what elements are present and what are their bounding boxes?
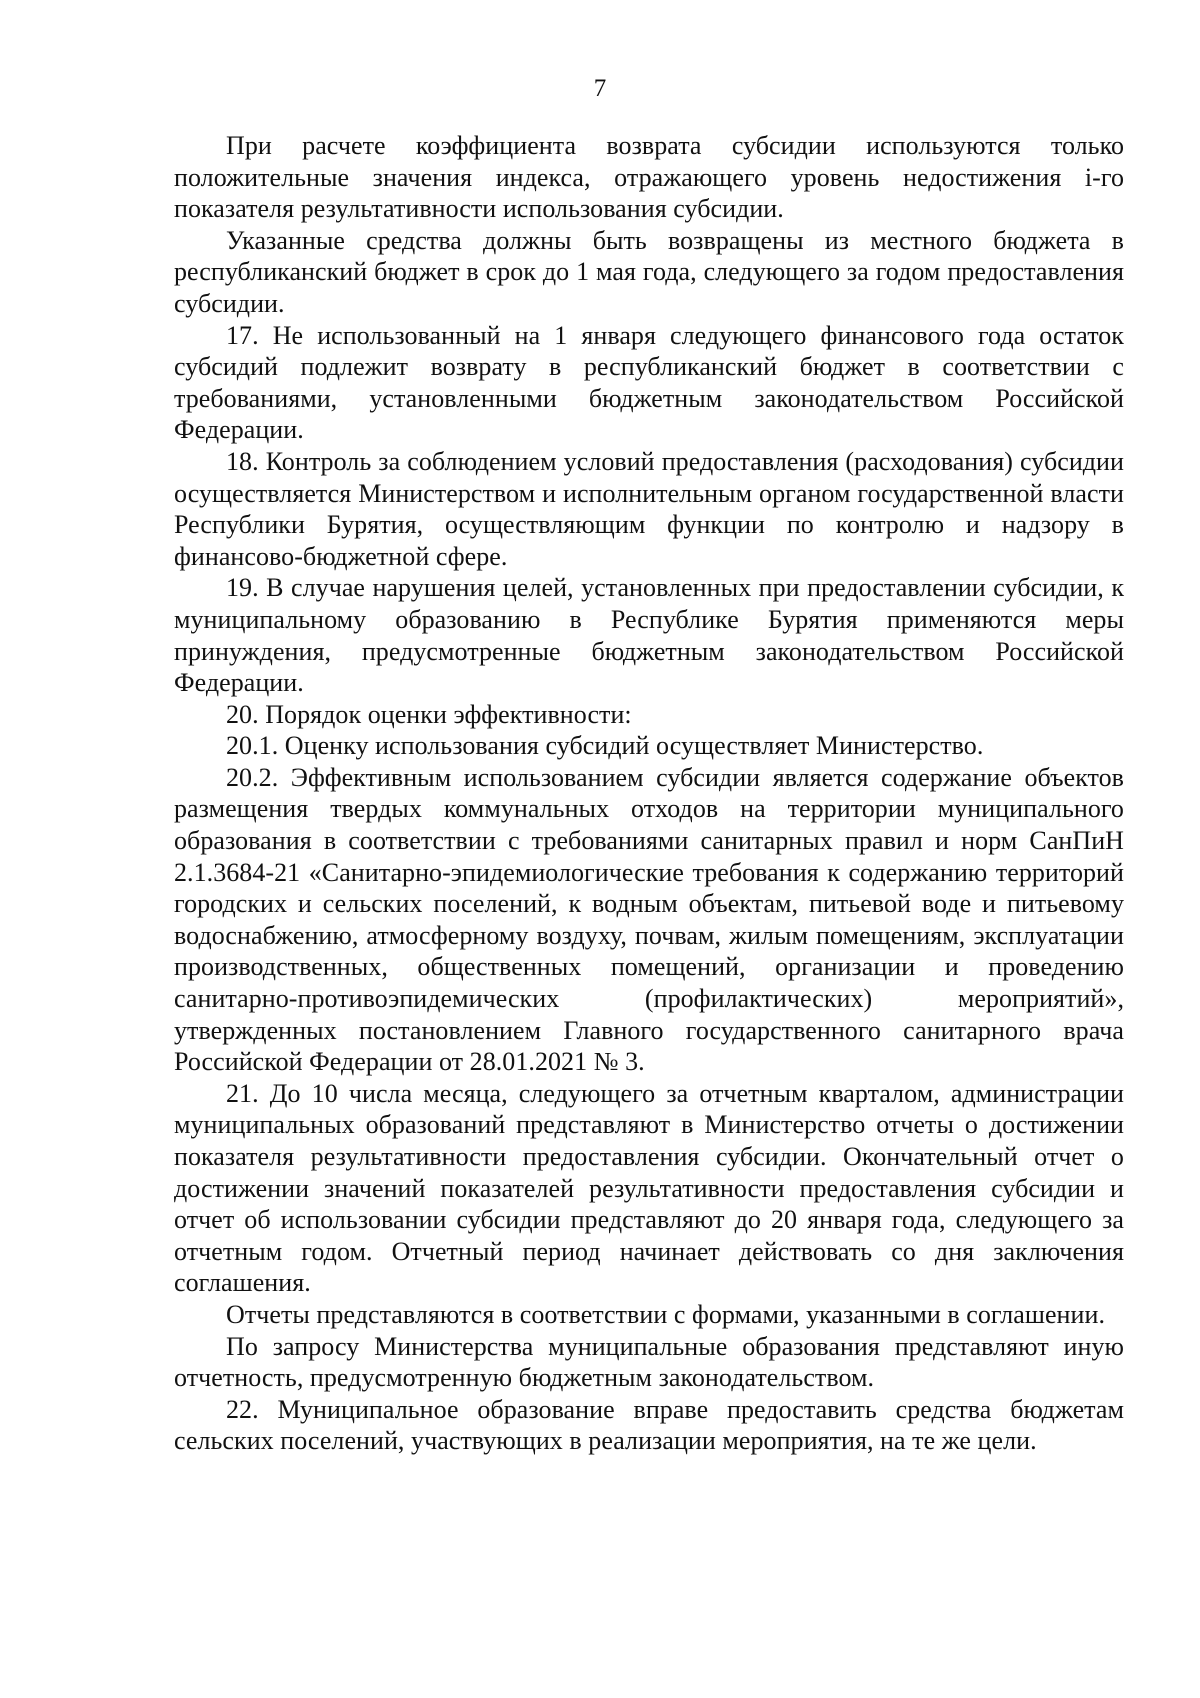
paragraph-coefficient: При расчете коэффициента возврата субсидии используются только положительные значения индекса, отражающего уровень недостижения i-го показателя результативности использования субсидии. [174, 131, 1124, 224]
paragraph-18: 18. Контроль за соблюдением условий предоставления (расходования) субсидии осуществляется Министерством и исполнительным органом государственной власти Республики Бурятия, осуществляющим функции по контролю и надзору в финансово-бюджетной сфере. [174, 446, 1124, 571]
page-number: 7 [593, 75, 607, 102]
paragraph-22: 22. Муниципальное образование вправе предоставить средства бюджетам сельских поселений, участвующих в реализации мероприятия, на те же цели. [174, 1394, 1124, 1456]
paragraph-19: 19. В случае нарушения целей, установленных при предоставлении субсидии, к муниципальному образованию в Республике Бурятия применяются меры принуждения, предусмотренные бюджетным законодательством Российской Федерации. [174, 573, 1124, 698]
paragraph-17: 17. Не использованный на 1 января следующего финансового года остаток субсидий подлежит возврату в республиканский бюджет в соответствии с требованиями, установленными бюджетным законодательством Российской Федерации. [174, 320, 1124, 445]
paragraph-20: 20. Порядок оценки эффективности: [226, 699, 632, 729]
paragraph-20-1: 20.1. Оценку использования субсидий осуществляет Министерство. [226, 731, 984, 761]
paragraph-refund-deadline: Указанные средства должны быть возвращены из местного бюджета в республиканский бюджет в срок до 1 мая года, следующего за годом предоставления субсидии. [174, 225, 1124, 318]
paragraph-21: 21. До 10 числа месяца, следующего за отчетным кварталом, администрации муниципальных образований представляют в Министерство отчеты о достижении показателя результативности предоставления субсидии. Окончательный отчет о достижении значений показателей результативности предоставления субсидии и отчет об использовании субсидии представляют до 20 января года, следующего за отчетным годом. Отчетный период начинает действовать со дня заключения соглашения. [174, 1078, 1124, 1298]
paragraph-20-2: 20.2. Эффективным использованием субсидии является содержание объектов размещения твердых коммунальных отходов на территории муниципального образования в соответствии с требованиями санитарных правил и норм СанПиН 2.1.3684-21 «Санитарно-эпидемиологические требования к содержанию территорий городских и сельских поселений, к водным объектам, питьевой воде и питьевому водоснабжению, атмосферному воздуху, почвам, жилым помещениям, эксплуатации производственных, общественных помещений, организации и проведению санитарно-противоэпидемических (профилактических) мероприятий», утвержденных постановлением Главного государственного санитарного врача Российской Федерации от 28.01.2021 № 3. [174, 762, 1124, 1077]
paragraph-report-forms: Отчеты представляются в соответствии с формами, указанными в соглашении. [226, 1299, 1106, 1329]
paragraph-other-reports: По запросу Министерства муниципальные образования представляют иную отчетность, предусмотренную бюджетным законодательством. [174, 1331, 1124, 1393]
document-body [174, 130, 1124, 1457]
